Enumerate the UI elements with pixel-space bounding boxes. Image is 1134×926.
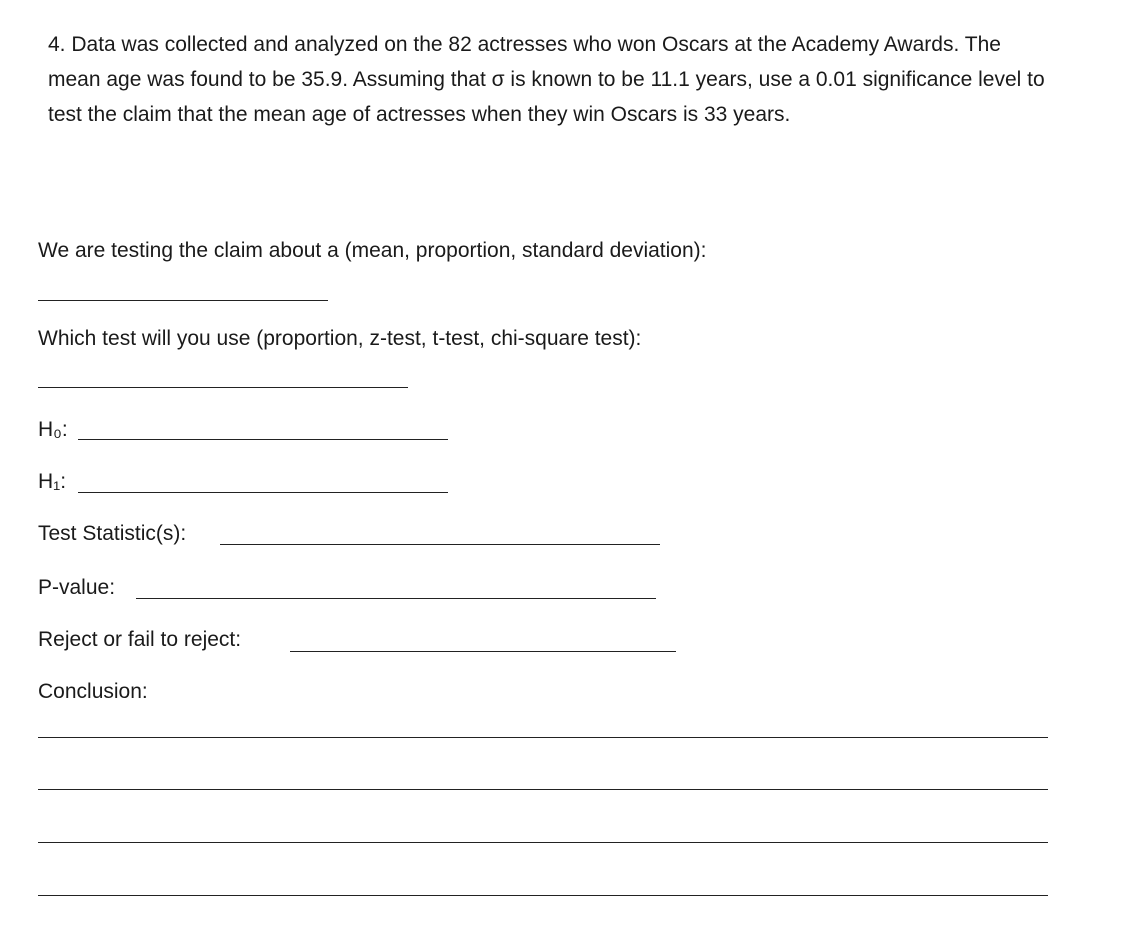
p-value-label: P-value: [38, 576, 116, 599]
claim-type-answer-line[interactable] [38, 300, 328, 301]
test-statistic-label: Test Statistic(s): [38, 522, 187, 545]
conclusion-answer-line[interactable] [38, 737, 1048, 738]
conclusion-answer-line[interactable] [38, 842, 1048, 843]
problem-statement: 4. Data was collected and analyzed on the 82 actresses who won Oscars at the Academy Awards. The mean age was found to be 35.9. Assuming that σ is known to be 11.1 years, use a 0.01 significance level to test the claim that the mean age of actresses when they win Oscars is 33 years. [48, 33, 1045, 126]
alternative-hypothesis-answer-line[interactable] [78, 492, 448, 493]
null-hypothesis-label: H₀: [38, 418, 68, 441]
test-type-answer-line[interactable] [38, 387, 408, 388]
conclusion-answer-line[interactable] [38, 895, 1048, 896]
conclusion-label: Conclusion: [38, 680, 148, 703]
test-statistic-answer-line[interactable] [220, 544, 660, 545]
null-hypothesis-answer-line[interactable] [78, 439, 448, 440]
claim-type-label: We are testing the claim about a (mean, proportion, standard deviation): [38, 239, 707, 262]
reject-decision-answer-line[interactable] [290, 651, 676, 652]
conclusion-answer-line[interactable] [38, 789, 1048, 790]
reject-decision-label: Reject or fail to reject: [38, 628, 242, 651]
alternative-hypothesis-label: H₁: [38, 470, 67, 493]
p-value-answer-line[interactable] [136, 598, 656, 599]
test-type-label: Which test will you use (proportion, z-test, t-test, chi-square test): [38, 327, 642, 350]
